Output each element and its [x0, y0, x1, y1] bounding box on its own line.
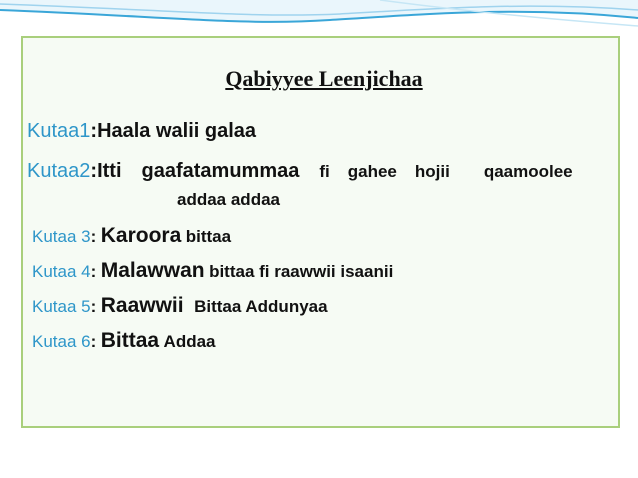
- section-text-word: gahee: [347, 162, 397, 181]
- list-item: [32, 294, 328, 318]
- list-item: [27, 160, 573, 183]
- section-keyword: Bittaa: [100, 329, 160, 352]
- section-label: Kutaa 5: [32, 297, 91, 316]
- section-text: bittaa: [185, 227, 232, 246]
- separator: :: [90, 120, 98, 142]
- list-item: [27, 120, 256, 143]
- section-text: Addaa: [163, 332, 216, 351]
- list-item: [32, 224, 231, 248]
- section-label: Kutaa 4: [32, 262, 91, 281]
- section-keyword: Raawwii: [100, 294, 184, 317]
- section-text: Bittaa Addunyaa: [194, 297, 328, 316]
- section-label: Kutaa2: [27, 160, 91, 182]
- section-keyword: Karoora: [100, 224, 182, 247]
- list-item: [32, 259, 393, 283]
- slide-title: Qabiyyee Leenjichaa: [225, 66, 423, 91]
- separator: :: [90, 332, 97, 351]
- section-text-word: hojii: [414, 162, 450, 181]
- section-text-word: Itti: [97, 160, 122, 182]
- separator: :: [90, 262, 97, 281]
- separator: :: [90, 227, 97, 246]
- list-item: [32, 329, 216, 353]
- section-text: bittaa fi raawwii isaanii: [209, 262, 394, 281]
- separator: :: [90, 160, 98, 182]
- section-keyword: Malawwan: [100, 259, 205, 282]
- section-label: Kutaa 6: [32, 332, 91, 351]
- section-text-continuation: addaa addaa: [177, 190, 280, 209]
- section-text-word: fi: [319, 162, 330, 181]
- separator: :: [90, 297, 97, 316]
- section-text: Haala walii galaa: [97, 120, 257, 142]
- section-label: Kutaa 3: [32, 227, 91, 246]
- section-label: Kutaa1: [27, 120, 91, 142]
- section-text-word: qaamoolee: [483, 162, 573, 181]
- section-text-word: gaafatamummaa: [141, 160, 300, 182]
